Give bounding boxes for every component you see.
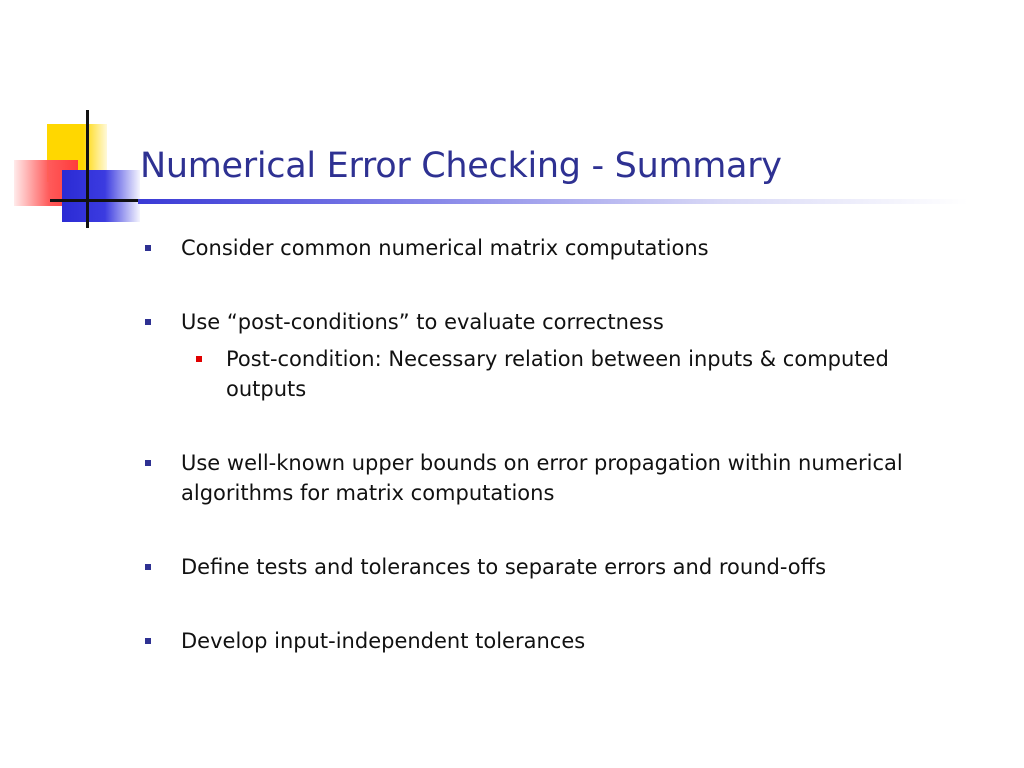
bullet-text: Define tests and tolerances to separate errors and round-offs	[181, 555, 827, 579]
sub-bullet-text: Post-condition: Necessary relation between inputs & computed outputs	[226, 347, 889, 401]
title-decoration	[0, 0, 140, 240]
square-bullet-icon	[145, 638, 151, 644]
square-sub-bullet-icon	[196, 356, 202, 362]
bullet-text: Use “post-conditions” to evaluate correctness	[181, 310, 664, 334]
square-bullet-icon	[145, 319, 151, 325]
bullet-text: Consider common numerical matrix computations	[181, 236, 709, 260]
decoration-horizontal-line	[50, 199, 142, 202]
square-bullet-icon	[145, 564, 151, 570]
bullet-text: Develop input-independent tolerances	[181, 629, 586, 653]
bullet-text: Use well-known upper bounds on error propagation within numerical algorithms for matrix computations	[181, 451, 903, 505]
square-bullet-icon	[145, 460, 151, 466]
decoration-blue-square	[62, 170, 140, 222]
square-bullet-icon	[145, 245, 151, 251]
decoration-vertical-line	[86, 110, 89, 228]
slide-title: Numerical Error Checking - Summary	[140, 146, 782, 186]
title-underline	[138, 199, 968, 204]
